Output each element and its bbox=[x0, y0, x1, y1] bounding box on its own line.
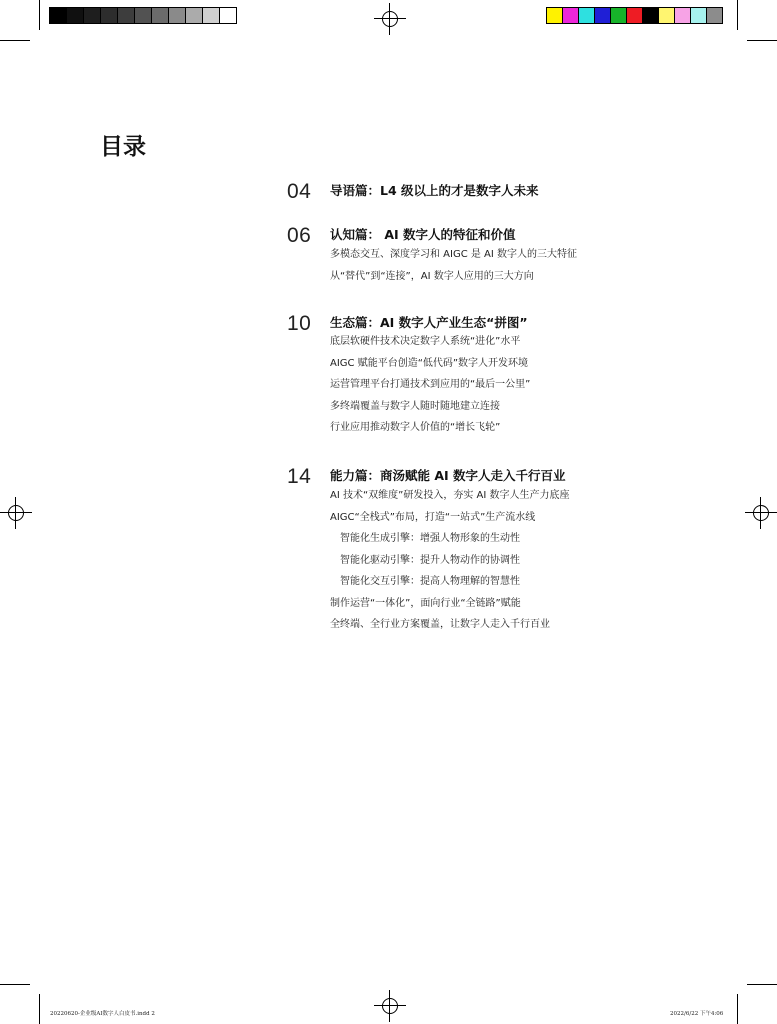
crop-mark bbox=[747, 984, 777, 985]
gray-patch bbox=[118, 8, 135, 23]
color-patch bbox=[659, 8, 675, 23]
gray-patch bbox=[220, 8, 236, 23]
section-item-list bbox=[330, 331, 530, 439]
section-number: 06 bbox=[287, 224, 312, 247]
gray-patch bbox=[152, 8, 169, 23]
section-item-list bbox=[330, 485, 569, 636]
crop-mark bbox=[39, 0, 40, 30]
toc-item[interactable]: 运营管理平台打通技术到应用的“最后一公里” bbox=[330, 379, 531, 390]
crop-mark bbox=[747, 40, 777, 41]
color-patch bbox=[579, 8, 595, 23]
toc-subitem[interactable]: 智能化驱动引擎：提升人物动作的协调性 bbox=[340, 554, 520, 566]
toc-item[interactable]: 全终端、全行业方案覆盖，让数字人走入千行百业 bbox=[330, 619, 550, 630]
gray-patch bbox=[50, 8, 67, 23]
color-patch bbox=[643, 8, 659, 23]
toc-item[interactable]: AIGC“全栈式”布局，打造“一站式”生产流水线 bbox=[330, 511, 536, 523]
gray-patch bbox=[135, 8, 152, 23]
registration-mark-left bbox=[0, 497, 32, 529]
toc-item[interactable]: 多模态交互、深度学习和 AIGC 是 AI 数字人的三大特征 bbox=[330, 249, 578, 260]
gray-patch bbox=[169, 8, 186, 23]
color-patch bbox=[691, 8, 707, 23]
section-number: 04 bbox=[287, 180, 312, 203]
toc-item[interactable]: AIGC 赋能平台创造“低代码”数字人开发环境 bbox=[330, 357, 529, 369]
color-patch bbox=[675, 8, 691, 23]
section-number: 10 bbox=[287, 312, 312, 335]
toc-item[interactable]: 底层软硬件技术决定数字人系统“进化”水平 bbox=[330, 336, 521, 347]
crop-mark bbox=[0, 984, 30, 985]
toc-item[interactable]: 行业应用推动数字人价值的“增长飞轮” bbox=[330, 422, 501, 433]
toc-item[interactable]: 从“替代”到“连接”，AI 数字人应用的三大方向 bbox=[330, 270, 534, 282]
crop-mark bbox=[737, 994, 738, 1024]
slug-timestamp: 2022/6/22 下午4:06 bbox=[670, 1011, 724, 1017]
color-patch bbox=[707, 8, 722, 23]
toc-title: 目录 bbox=[100, 134, 146, 160]
gray-patch bbox=[203, 8, 220, 23]
section-heading[interactable]: 导语篇：L4 级以上的才是数字人未来 bbox=[330, 183, 539, 198]
registration-mark-top bbox=[374, 3, 406, 35]
section-heading[interactable]: 生态篇：AI 数字人产业生态“拼图” bbox=[330, 315, 528, 330]
color-calibration-bar bbox=[546, 7, 723, 24]
color-patch bbox=[595, 8, 611, 23]
toc-item[interactable]: AI 技术“双维度”研发投入，夯实 AI 数字人生产力底座 bbox=[330, 490, 570, 501]
slug-filename: 20220620-企业级AI数字人白皮书.indd 2 bbox=[50, 1011, 155, 1017]
section-item-list bbox=[330, 244, 577, 287]
toc-subitem[interactable]: 智能化生成引擎：增强人物形象的生动性 bbox=[340, 533, 520, 544]
gray-calibration-bar bbox=[49, 7, 237, 24]
section-heading[interactable]: 能力篇：商汤赋能 AI 数字人走入千行百业 bbox=[330, 468, 566, 483]
registration-mark-right bbox=[745, 497, 777, 529]
gray-patch bbox=[101, 8, 118, 23]
crop-mark bbox=[39, 994, 40, 1024]
gray-patch bbox=[67, 8, 84, 23]
crop-mark bbox=[0, 40, 30, 41]
toc-item[interactable]: 多终端覆盖与数字人随时随地建立连接 bbox=[330, 400, 500, 412]
section-number: 14 bbox=[287, 465, 312, 488]
section-heading[interactable]: 认知篇： AI 数字人的特征和价值 bbox=[330, 227, 516, 242]
color-patch bbox=[563, 8, 579, 23]
crop-mark bbox=[737, 0, 738, 30]
gray-patch bbox=[186, 8, 203, 23]
toc-subitem[interactable]: 智能化交互引擎：提高人物理解的智慧性 bbox=[340, 576, 520, 587]
color-patch bbox=[611, 8, 627, 23]
gray-patch bbox=[84, 8, 101, 23]
color-patch bbox=[627, 8, 643, 23]
registration-mark-bottom bbox=[374, 990, 406, 1022]
color-patch bbox=[547, 8, 563, 23]
toc-item[interactable]: 制作运营“一体化”，面向行业“全链路”赋能 bbox=[330, 597, 521, 609]
